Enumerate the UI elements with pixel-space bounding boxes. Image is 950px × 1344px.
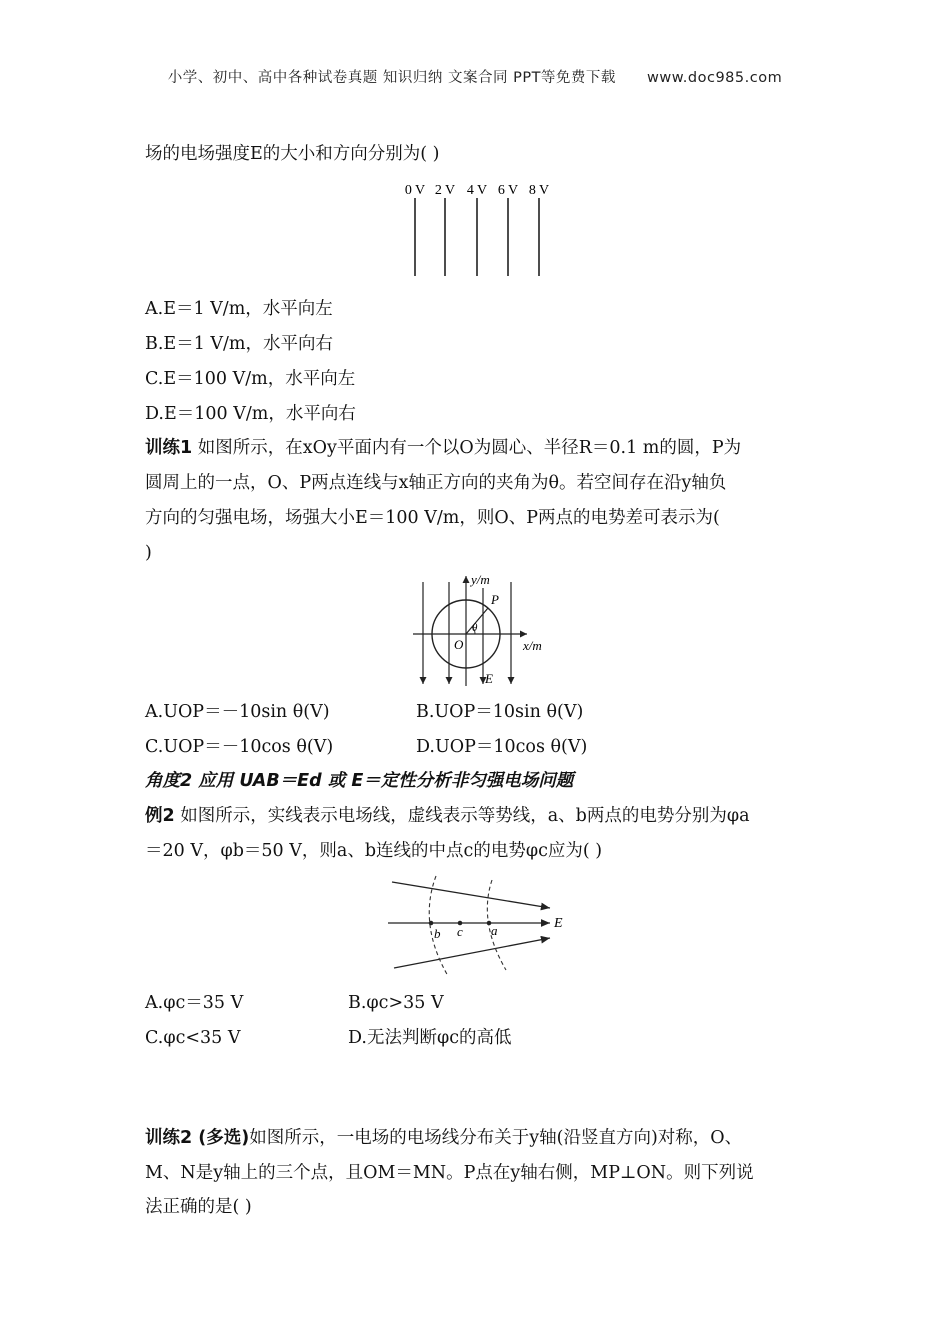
option-b[interactable]: B.E＝1 V/m，水平向右 [145,334,334,354]
option-a[interactable]: A.E＝1 V/m，水平向左 [145,299,333,319]
train2-tag: 训练2 (多选) [145,1128,250,1148]
example2-line-1 [145,808,750,826]
fig-label-6v: 6 V [497,183,519,198]
field-line-top [392,882,550,908]
train2-text: 如图所示，一电场的电场线分布关于y轴(沿竖直方向)对称，O、 [249,1128,743,1148]
train2-line-3: 法正确的是( ) [145,1197,252,1217]
fig-label-2v: 2 V [434,183,456,198]
train1-option-a[interactable]: A.UOP＝－10sin θ(V) [145,702,330,722]
x-axis-label: x/m [523,638,542,653]
train1-text: 如图所示，在xOy平面内有一个以O为圆心、半径R＝0.1 m的圆，P为 [192,438,742,458]
question-stem: 场的电场强度E的大小和方向分别为( ) [145,144,440,164]
angle-label: θ [472,622,478,634]
train1-option-d[interactable]: D.UOP＝10cos θ(V) [416,737,588,757]
fig-label-0v: 0 V [404,183,426,198]
fig-label-8v: 8 V [528,183,550,198]
label-a: a [491,923,498,938]
train1-line-4: ) [145,543,152,563]
train2-line-2: M、N是y轴上的三个点，且OM＝MN。P点在y轴右侧，MP⊥ON。则下列说 [145,1163,754,1183]
point-p-label: P [491,592,499,607]
field-e-label: E [485,671,493,686]
example2-option-a[interactable]: A.φc＝35 V [145,993,244,1013]
example2-tag: 例2 [145,806,175,826]
fig-label-4v: 4 V [466,183,488,198]
page-header [0,66,950,87]
train2-line-1 [145,1130,742,1148]
train1-line-1 [145,440,741,458]
train1-line-2: 圆周上的一点，O、P两点连线与x轴正方向的夹角为θ。若空间存在沿y轴负 [145,473,727,493]
option-c[interactable]: C.E＝100 V/m，水平向左 [145,369,356,389]
example2-option-b[interactable]: B.φc>35 V [348,993,444,1013]
example2-line-2: ＝20 V，φb＝50 V，则a、b连线的中点c的电势φc应为( ) [145,841,603,861]
train1-option-b[interactable]: B.UOP＝10sin θ(V) [416,702,584,722]
example2-text: 如图所示，实线表示电场线，虚线表示等势线，a、b两点的电势分别为φa [174,806,750,826]
nonuniform-field-figure [388,872,573,980]
train1-option-c[interactable]: C.UOP＝－10cos θ(V) [145,737,334,757]
example2-option-d[interactable]: D.无法判断φc的高低 [348,1028,512,1048]
label-c: c [457,924,463,939]
header-site[interactable]: www.doc985.com [647,70,783,86]
header-text: 小学、初中、高中各种试卷真题 知识归纳 文案合同 PPT等免费下载 [167,70,616,86]
example2-option-c[interactable]: C.φc<35 V [145,1028,241,1048]
equipotential-figure [395,178,560,280]
y-axis-label: y/m [471,572,490,587]
origin-label: O [454,637,464,652]
section-heading: 角度2 应用 UAB＝Ed 或 E＝定性分析非匀强电场问题 [145,771,574,791]
label-b: b [434,926,441,941]
option-d[interactable]: D.E＝100 V/m，水平向右 [145,404,356,424]
train1-line-3: 方向的匀强电场，场强大小E＝100 V/m，则O、P两点的电势差可表示为( [145,508,720,528]
train1-tag: 训练1 [145,438,193,458]
label-e: E [554,916,563,931]
circle-field-figure [405,570,555,690]
point-b [429,921,434,926]
field-line-bottom [394,938,550,968]
